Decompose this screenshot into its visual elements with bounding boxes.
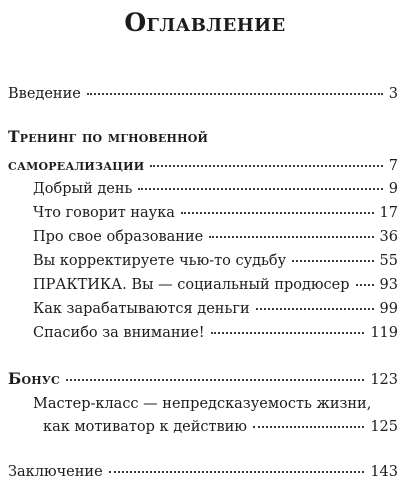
dot-leader xyxy=(66,379,364,381)
toc-entry-fate[interactable] xyxy=(33,252,398,270)
dot-leader xyxy=(356,284,374,286)
toc-page-number: 125 xyxy=(370,419,398,435)
toc-entry-introduction[interactable] xyxy=(8,85,398,103)
dot-leader xyxy=(256,308,374,310)
dot-leader xyxy=(87,93,383,95)
toc-entry-bonus[interactable] xyxy=(8,370,398,389)
dot-leader xyxy=(211,332,365,334)
dot-leader xyxy=(209,236,373,238)
toc-entry-label: самореализации xyxy=(8,155,145,174)
dot-leader xyxy=(138,188,382,190)
toc-entry-practice[interactable] xyxy=(33,276,398,294)
toc-entry-science[interactable] xyxy=(33,204,398,222)
toc-entry-education[interactable] xyxy=(33,228,398,246)
dot-leader xyxy=(253,426,364,428)
dot-leader xyxy=(292,260,373,262)
toc-entry-training[interactable] xyxy=(8,156,398,175)
toc-entry-label: Вы корректируете чью-то судьбу xyxy=(33,253,287,269)
toc-entry-label: Добрый день xyxy=(33,181,133,197)
toc-entry-label: ПРАКТИКА. Вы — социальный продюсер xyxy=(33,277,350,293)
toc-entry-label: Мастер-класс — непредсказуемость жизни, xyxy=(33,396,372,412)
toc-entry-masterclass[interactable] xyxy=(43,418,398,436)
toc-page-number: 55 xyxy=(379,253,398,269)
toc-page-number: 123 xyxy=(370,372,398,388)
toc-page-number: 119 xyxy=(370,325,398,341)
toc-entry-label: Про свое образование xyxy=(33,229,204,245)
dot-leader xyxy=(181,212,374,214)
toc-entry-label: как мотиватор к действию xyxy=(43,419,247,435)
toc-page-number: 99 xyxy=(379,301,398,317)
toc-page-number: 3 xyxy=(388,86,398,102)
toc-page-number: 93 xyxy=(379,277,398,293)
toc-entry-label: Как зарабатываются деньги xyxy=(33,301,250,317)
toc-entry-label: Бонус xyxy=(8,369,60,388)
toc-page-number: 17 xyxy=(379,205,398,221)
toc-page-number: 143 xyxy=(370,464,398,480)
toc-page-number: 7 xyxy=(388,158,398,174)
toc-entry-good-day[interactable] xyxy=(33,180,398,198)
toc-entry-label: Заключение xyxy=(8,464,103,480)
toc-entry-masterclass-line1[interactable] xyxy=(33,395,371,413)
toc-entry-money[interactable] xyxy=(33,300,398,318)
page-title: Оглавление xyxy=(124,8,286,37)
dot-leader xyxy=(109,471,365,473)
toc-section-heading-line1[interactable]: Тренинг по мгновенной xyxy=(8,127,209,146)
toc-page-number: 9 xyxy=(388,181,398,197)
toc-entry-label: Введение xyxy=(8,86,81,102)
toc-entry-label: Спасибо за внимание! xyxy=(33,325,205,341)
dot-leader xyxy=(150,165,382,167)
toc-entry-thanks[interactable] xyxy=(33,324,398,342)
toc-entry-conclusion[interactable] xyxy=(8,463,398,481)
toc-page-number: 36 xyxy=(379,229,398,245)
toc-entry-label: Что говорит наука xyxy=(33,205,175,221)
